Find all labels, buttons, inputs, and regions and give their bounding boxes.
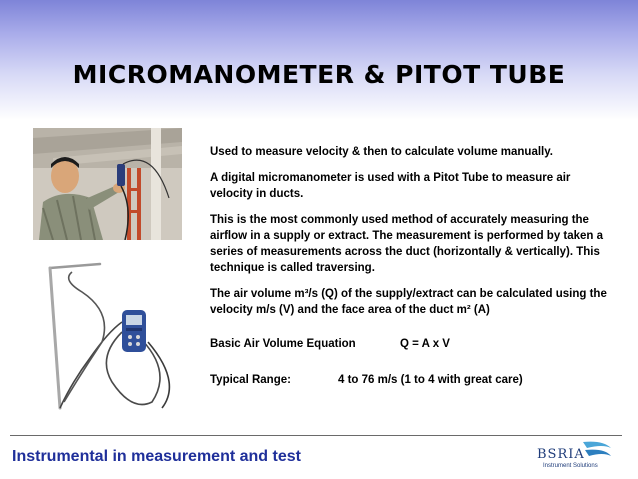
bsria-logo: [513, 438, 613, 472]
slide-title: MICROMANOMETER & PITOT TUBE: [72, 60, 566, 89]
paragraph-digital-micromanometer: A digital micromanometer is used with a Pitot Tube to measure air velocity in ducts.: [210, 172, 571, 200]
micromanometer-pitot-tube-image: [42, 262, 192, 412]
range-value: 4 to 76 m/s (1 to 4 with great care): [338, 374, 523, 386]
technician-photo: [33, 128, 182, 240]
range-row: [210, 372, 615, 388]
paragraph-traversing: This is the most commonly used method of accurately measuring the airflow in a supply or extract. The measurement is performed by taken a series of measurements across the duct (horizontally & vertically). This technique is called traversing.: [210, 214, 604, 274]
equation-label: Basic Air Volume Equation: [210, 338, 356, 350]
content-text-block: [210, 144, 615, 388]
logo-tagline: Instrument Solutions: [543, 463, 598, 469]
paragraph-purpose: Used to measure velocity & then to calculate volume manually.: [210, 146, 553, 158]
footer-divider: [10, 435, 622, 436]
paragraph-air-volume: The air volume m³/s (Q) of the supply/extract can be calculated using the velocity m/s (V) and the face area of the duct m² (A): [210, 288, 607, 316]
footer-tagline: Instrumental in measurement and test: [12, 448, 301, 465]
equation-row: [210, 336, 615, 352]
equation-value: Q = A x V: [400, 338, 450, 350]
range-label: Typical Range:: [210, 374, 291, 386]
logo-wordmark: BSRIA: [537, 447, 585, 462]
